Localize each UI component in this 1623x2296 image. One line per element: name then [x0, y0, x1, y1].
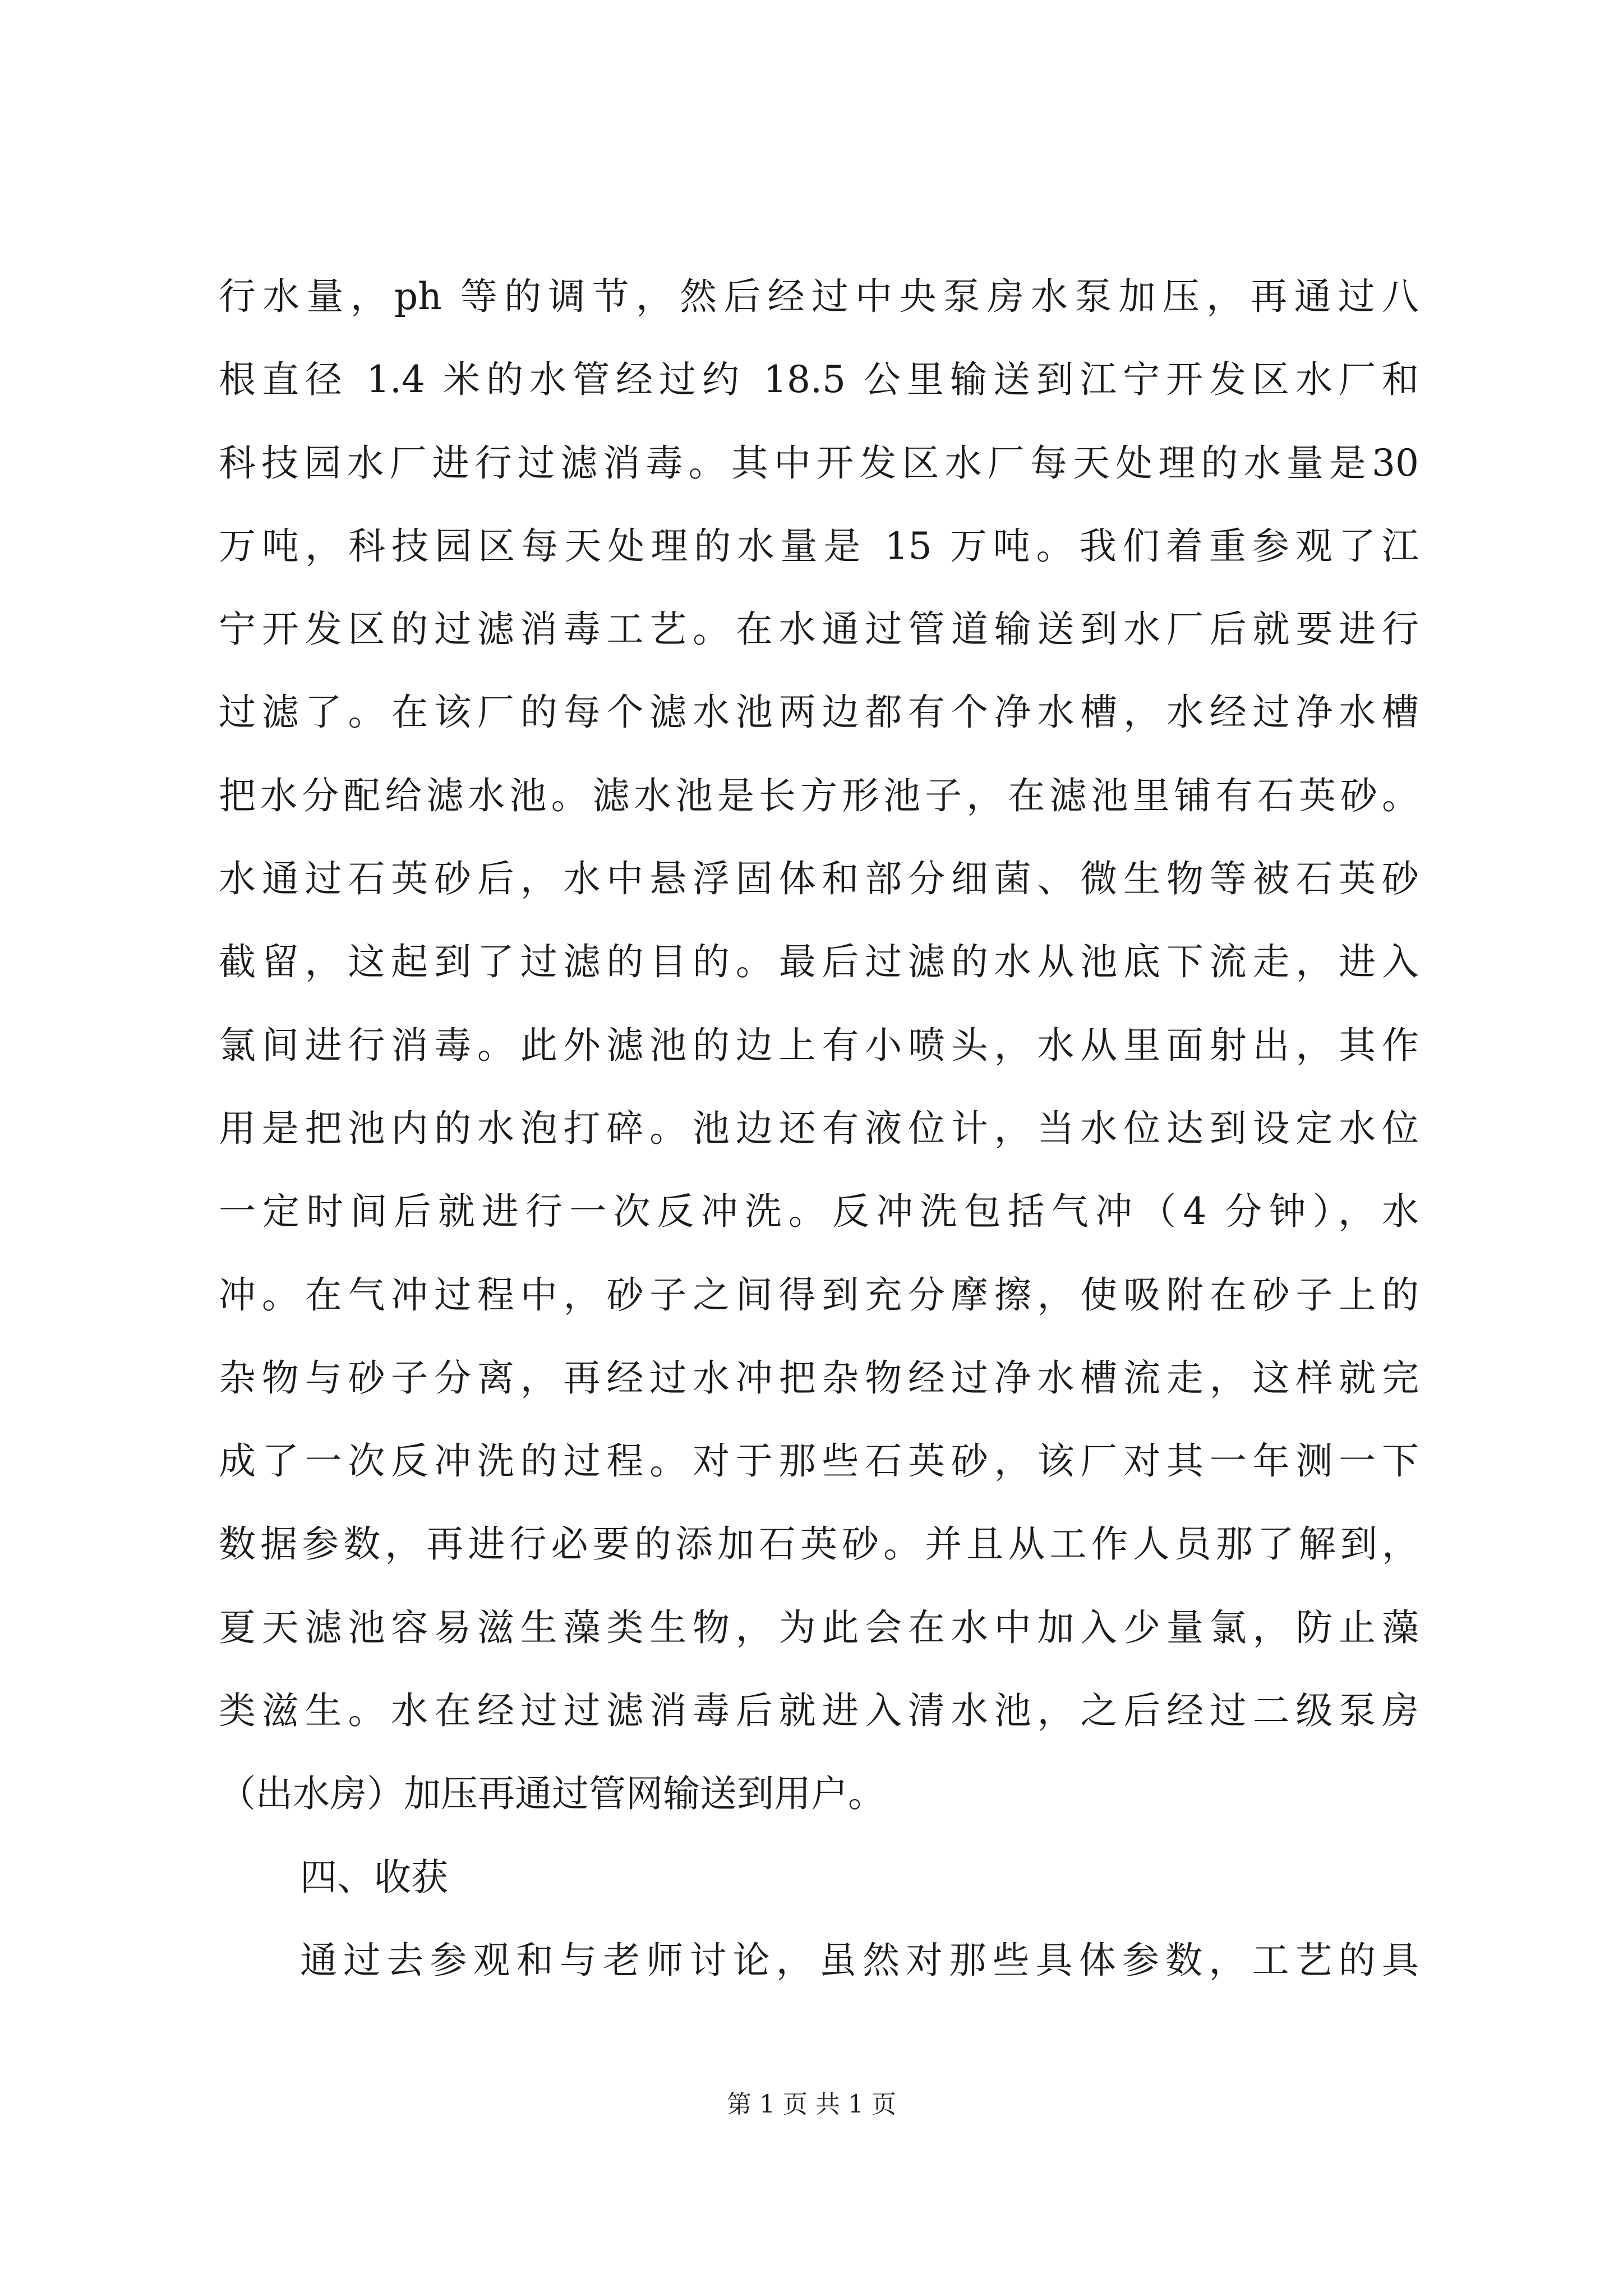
text-line: 杂物与砂子分离，再经过水冲把杂物经过净水槽流走，这样就完	[219, 1356, 1419, 1400]
text-line: 数据参数，再进行必要的添加石英砂。并且从工作人员那了解到，	[219, 1522, 1419, 1566]
text-line: 截留，这起到了过滤的目的。最后过滤的水从池底下流走，进入	[219, 940, 1419, 984]
body-text	[219, 255, 1419, 2002]
text-line: 水通过石英砂后，水中悬浮固体和部分细菌、微生物等被石英砂	[219, 857, 1419, 901]
text-line: 过滤了。在该厂的每个滤水池两边都有个净水槽，水经过净水槽	[219, 691, 1419, 734]
text-line: 科技园水厂进行过滤消毒。其中开发区水厂每天处理的水量是30	[219, 441, 1419, 485]
text-line: 用是把池内的水泡打碎。池边还有液位计，当水位达到设定水位	[219, 1106, 1419, 1150]
text-line: 一定时间后就进行一次反冲洗。反冲洗包括气冲（4 分钟），水	[219, 1190, 1419, 1234]
text-line: 类滋生。水在经过过滤消毒后就进入清水池，之后经过二级泵房	[219, 1689, 1419, 1733]
text-line: （出水房）加压再通过管网输送到用户。	[219, 1772, 885, 1816]
text-line: 行水量，ph 等的调节，然后经过中央泵房水泵加压，再通过八	[219, 275, 1419, 318]
text-line: 通过去参观和与老师讨论，虽然对那些具体参数，工艺的具	[300, 1938, 1419, 1982]
text-line: 宁开发区的过滤消毒工艺。在水通过管道输送到水厂后就要进行	[219, 608, 1419, 651]
text-line: 万吨，科技园区每天处理的水量是 15 万吨。我们着重参观了江	[219, 524, 1419, 568]
text-line: 把水分配给滤水池。滤水池是长方形池子，在滤池里铺有石英砂。	[219, 774, 1419, 817]
text-line: 冲。在气冲过程中，砂子之间得到充分摩擦，使吸附在砂子上的	[219, 1273, 1419, 1317]
page-footer: 第 1 页 共 1 页	[727, 2090, 896, 2119]
text-line: 成了一次反冲洗的过程。对于那些石英砂，该厂对其一年测一下	[219, 1439, 1419, 1483]
section-heading: 四、收获	[300, 1855, 448, 1899]
text-line: 夏天滤池容易滋生藻类生物，为此会在水中加入少量氯，防止藻	[219, 1605, 1419, 1649]
text-line: 氯间进行消毒。此外滤池的边上有小喷头，水从里面射出，其作	[219, 1023, 1419, 1067]
text-line: 根直径 1.4 米的水管经过约 18.5 公里输送到江宁开发区水厂和	[219, 358, 1419, 402]
